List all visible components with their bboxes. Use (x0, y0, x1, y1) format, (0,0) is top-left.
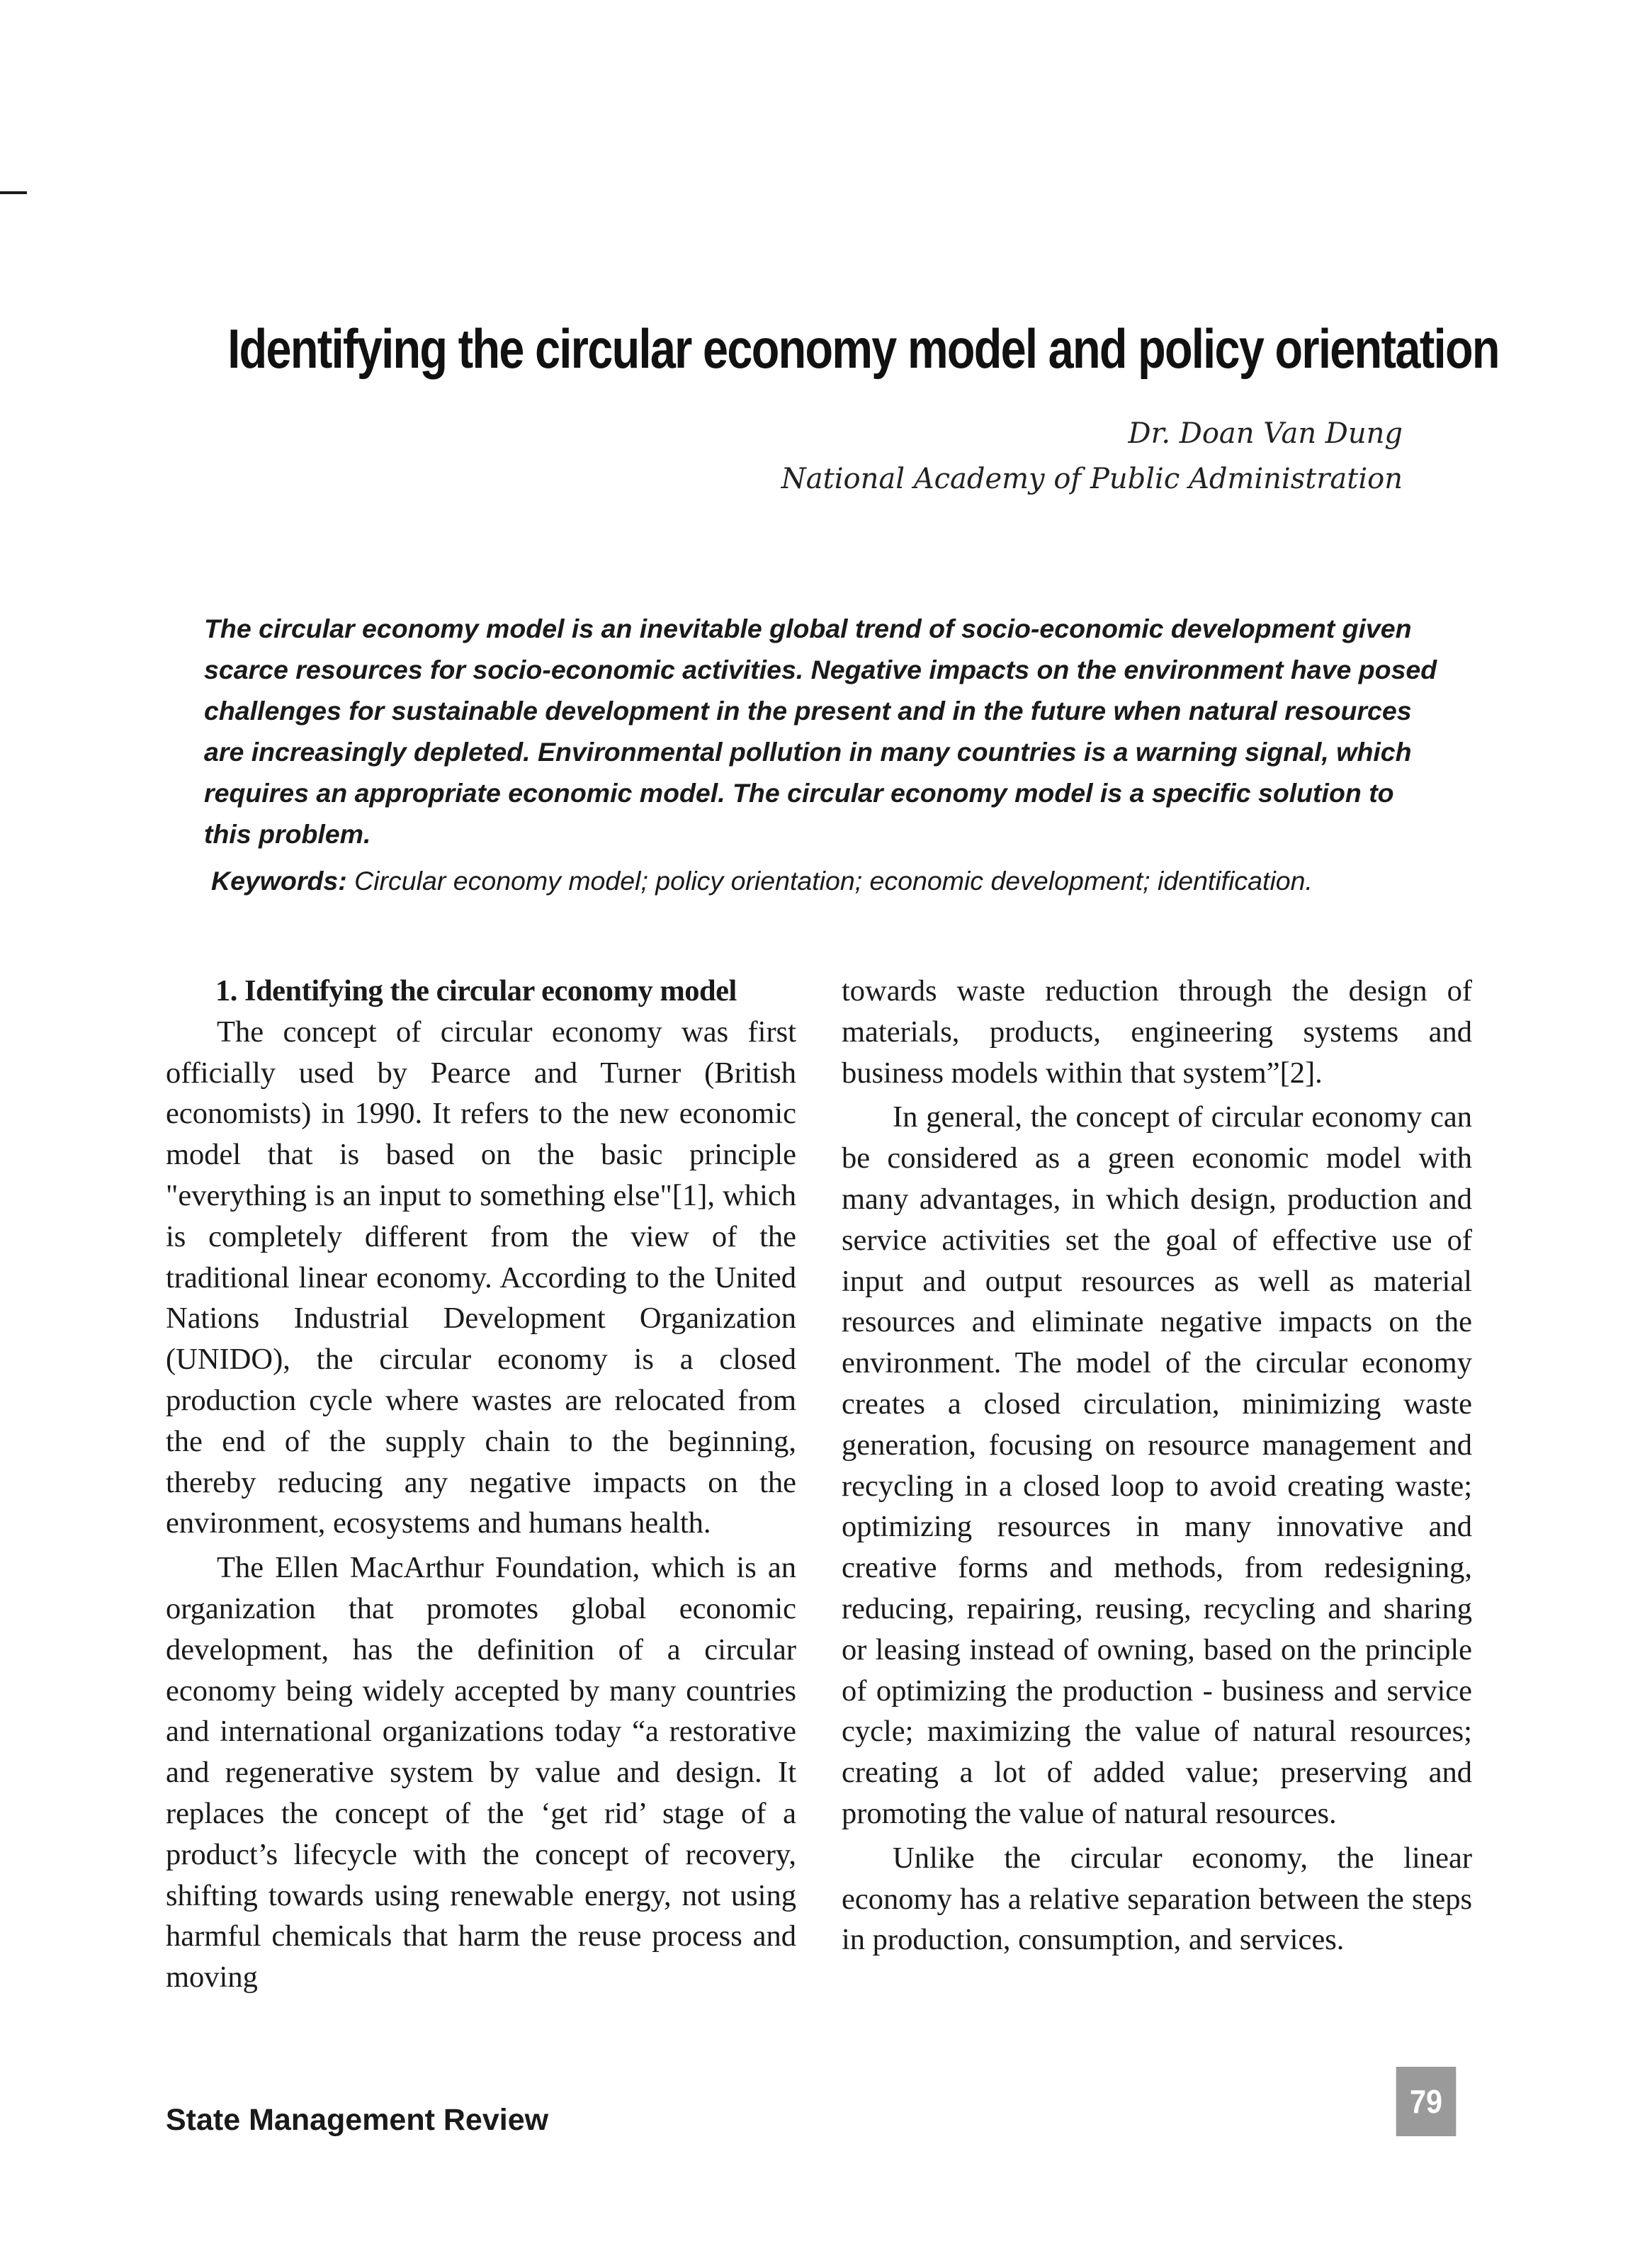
keywords-text: Circular economy model; policy orientation; economic development; identification. (354, 866, 1313, 896)
page-number: 79 (1396, 2067, 1457, 2136)
body-paragraph: The concept of circular economy was first officially used by Pearce and Turner (British economists) in 1990. It refers to the new economic model that is based on the basic principle "everything is an input to something else"[1], which is completely different from the view of the traditional linear economy. According to the United Nations Industrial Development Organization (UNIDO), the circular economy is a closed production cycle where wastes are relocated from the end of the supply chain to the beginning, thereby reducing any negative impacts on the environment, ecosystems and humans health. (166, 1015, 796, 1540)
section-heading: 1. Identifying the circular economy model (215, 974, 737, 1008)
body-paragraph: towards waste reduction through the design of materials, products, engineering systems and business models within that system”[2]. (842, 974, 1472, 1090)
left-column (166, 971, 796, 2002)
byline (781, 411, 1403, 502)
body-paragraph: In general, the concept of circular economy can be considered as a green economic model with many advantages, in which design, production and service activities set the goal of effective use of input and output resources as well as material resources and eliminate negative impacts on the environment. The model of the circular economy creates a closed circulation, minimizing waste generation, focusing on resource management and recycling in a closed loop to avoid creating waste; optimizing resources in many innovative and creative forms and methods, from redesigning, reducing, repairing, reusing, recycling and sharing or leasing instead of owning, based on the principle of optimizing the production - business and service cycle; maximizing the value of natural resources; creating a lot of added value; preserving and promoting the value of natural resources. (842, 1100, 1472, 1830)
keywords-line (211, 860, 1458, 901)
keywords-label: Keywords: (211, 866, 347, 896)
author-name: Dr. Doan Van Dung (1128, 417, 1403, 450)
crop-mark (0, 191, 27, 194)
right-column (842, 971, 1472, 1964)
body-paragraph: Unlike the circular economy, the linear economy has a relative separation between the steps in production, consumption, and services. (842, 1841, 1472, 1957)
abstract: The circular economy model is an inevitable global trend of socio-economic development given scarce resources for socio-economic activities. Negative impacts on the environment have posed challenges for sustainable development in the present and in the future when natural resources are increasingly depleted. Environmental pollution in many countries is a warning signal, which requires an appropriate economic model. The circular economy model is a specific solution to this problem. (204, 614, 1437, 849)
author-affiliation: National Academy of Public Administration (781, 463, 1403, 495)
body-paragraph: The Ellen MacArthur Foundation, which is an organization that promotes global economic development, has the definition of a circular economy being widely accepted by many countries and international organizations today “a restorative and regenerative system by value and design. It replaces the concept of the ‘get rid’ stage of a product’s lifecycle with the concept of recovery, shifting towards using renewable energy, not using harmful chemicals that harm the reuse process and moving (166, 1551, 796, 1995)
article-title: Identifying the circular economy model and policy orientation (227, 317, 1499, 380)
journal-name: State Management Review (166, 2103, 549, 2137)
